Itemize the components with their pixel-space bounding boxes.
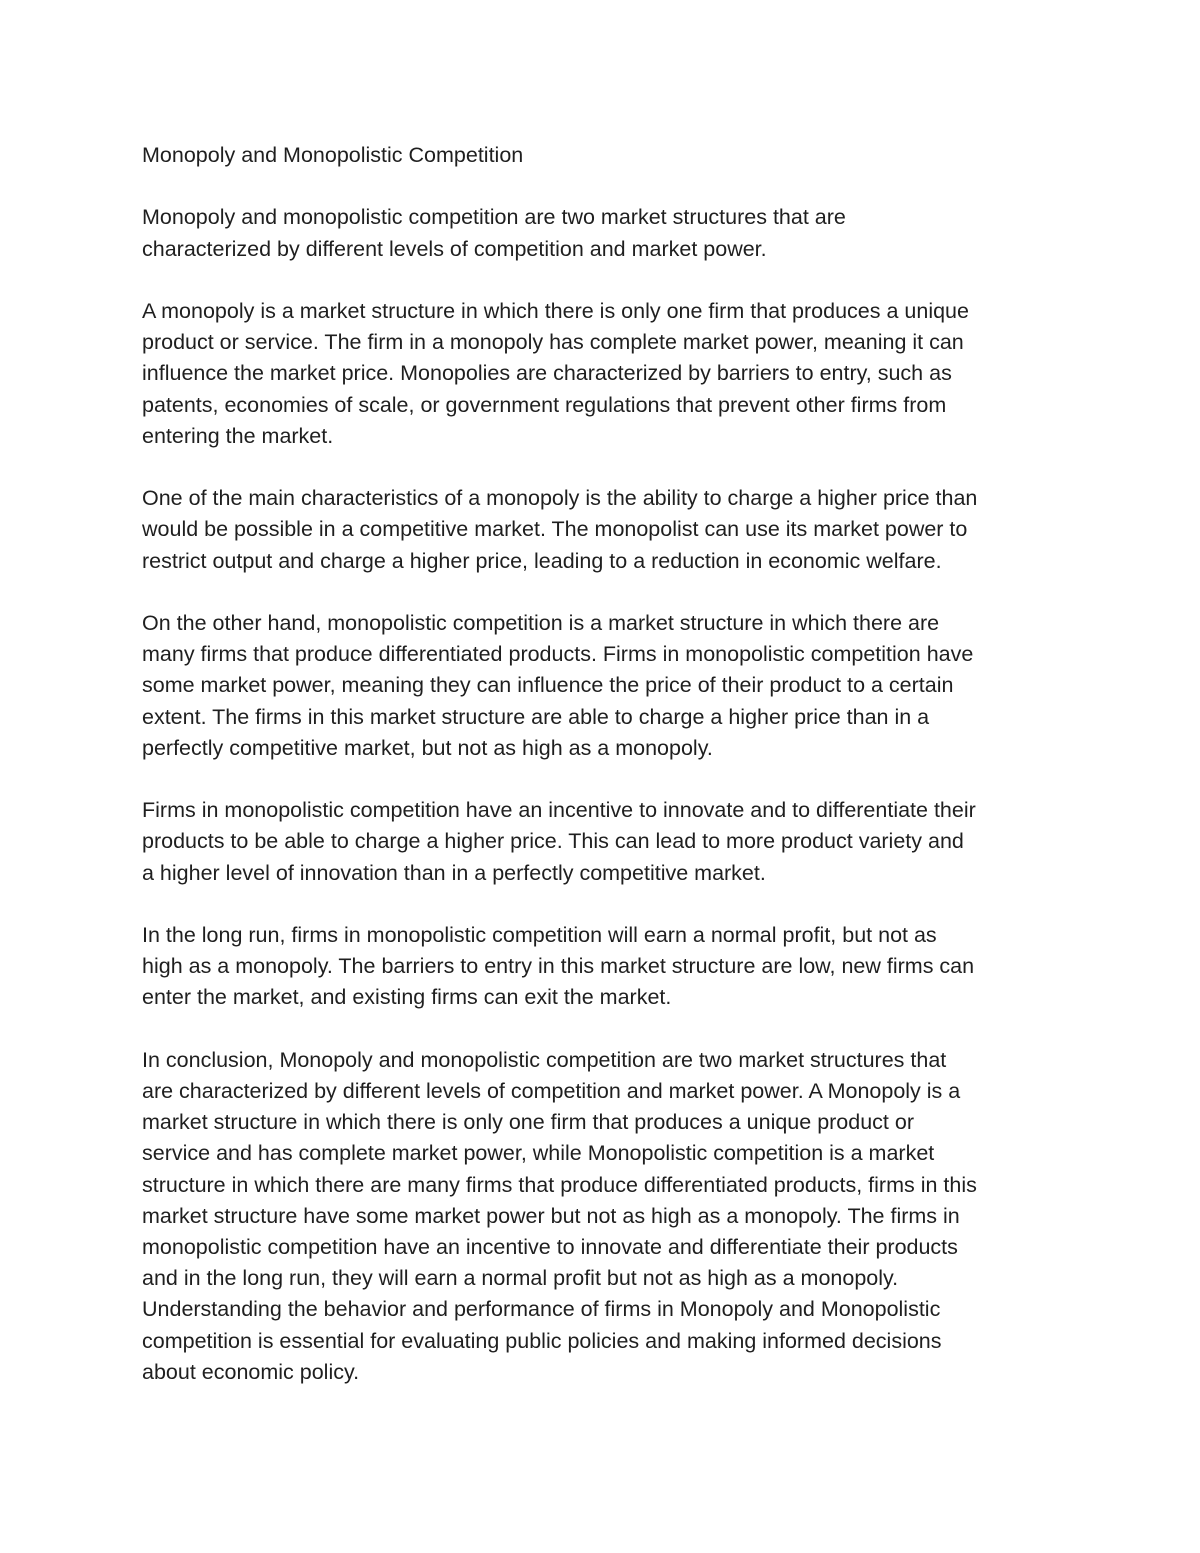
text-line: many firms that produce differentiated products. Firms in monopolistic competition have bbox=[142, 642, 974, 667]
text-line: products to be able to charge a higher price. This can lead to more product variety and bbox=[142, 829, 964, 854]
text-line: service and has complete market power, while Monopolistic competition is a market bbox=[142, 1141, 935, 1166]
text-line: entering the market. bbox=[142, 423, 334, 448]
paragraph-conclusion bbox=[142, 1045, 1072, 1388]
text-line: perfectly competitive market, but not as high as a monopoly. bbox=[142, 735, 713, 760]
paragraph-innovation bbox=[142, 795, 1072, 889]
text-line: Firms in monopolistic competition have an incentive to innovate and to differentiate their bbox=[142, 798, 976, 823]
paragraph-monopoly-definition bbox=[142, 296, 1072, 452]
text-line: Understanding the behavior and performance of firms in Monopoly and Monopolistic bbox=[142, 1297, 941, 1322]
paragraph-long-run bbox=[142, 920, 1072, 1014]
text-line: structure in which there are many firms that produce differentiated products, firms in this bbox=[142, 1172, 977, 1197]
document-title: Monopoly and Monopolistic Competition bbox=[142, 143, 524, 167]
text-line: One of the main characteristics of a monopoly is the ability to charge a higher price than bbox=[142, 486, 978, 511]
text-line: product or service. The firm in a monopoly has complete market power, meaning it can bbox=[142, 330, 964, 355]
text-line: enter the market, and existing firms can exit the market. bbox=[142, 985, 672, 1010]
text-line: some market power, meaning they can influence the price of their product to a certain bbox=[142, 673, 954, 698]
text-line: about economic policy. bbox=[142, 1359, 360, 1384]
text-line: high as a monopoly. The barriers to entry in this market structure are low, new firms can bbox=[142, 954, 975, 979]
text-line: Monopoly and monopolistic competition are two market structures that are bbox=[142, 205, 846, 230]
text-line: In the long run, firms in monopolistic competition will earn a normal profit, but not as bbox=[142, 922, 937, 947]
paragraph-monopolistic-competition bbox=[142, 608, 1072, 764]
text-line: would be possible in a competitive market. The monopolist can use its market power to bbox=[142, 517, 968, 542]
text-line: On the other hand, monopolistic competition is a market structure in which there are bbox=[142, 610, 940, 635]
text-line: influence the market price. Monopolies are characterized by barriers to entry, such as bbox=[142, 361, 952, 386]
text-line: restrict output and charge a higher price, leading to a reduction in economic welfare. bbox=[142, 548, 942, 573]
text-line: patents, economies of scale, or government regulations that prevent other firms from bbox=[142, 392, 947, 417]
text-line: extent. The firms in this market structure are able to charge a higher price than in a bbox=[142, 704, 930, 729]
paragraph-intro bbox=[142, 202, 1072, 264]
text-line: A monopoly is a market structure in which there is only one firm that produces a unique bbox=[142, 298, 969, 323]
paragraph-monopoly-characteristics bbox=[142, 483, 1072, 577]
document-body bbox=[142, 140, 1072, 1388]
text-line: market structure have some market power but not as high as a monopoly. The firms in bbox=[142, 1203, 960, 1228]
text-line: a higher level of innovation than in a perfectly competitive market. bbox=[142, 860, 766, 885]
text-line: are characterized by different levels of competition and market power. A Monopoly is a bbox=[142, 1078, 961, 1103]
text-line: monopolistic competition have an incentive to innovate and differentiate their products bbox=[142, 1235, 958, 1259]
text-line: In conclusion, Monopoly and monopolistic competition are two market structures that bbox=[142, 1047, 947, 1072]
text-line: and in the long run, they will earn a normal profit but not as high as a monopoly. bbox=[142, 1266, 899, 1291]
text-line: market structure in which there is only one firm that produces a unique product or bbox=[142, 1110, 914, 1135]
text-line: competition is essential for evaluating public policies and making informed decisions bbox=[142, 1328, 942, 1353]
text-line: characterized by different levels of competition and market power. bbox=[142, 236, 767, 261]
